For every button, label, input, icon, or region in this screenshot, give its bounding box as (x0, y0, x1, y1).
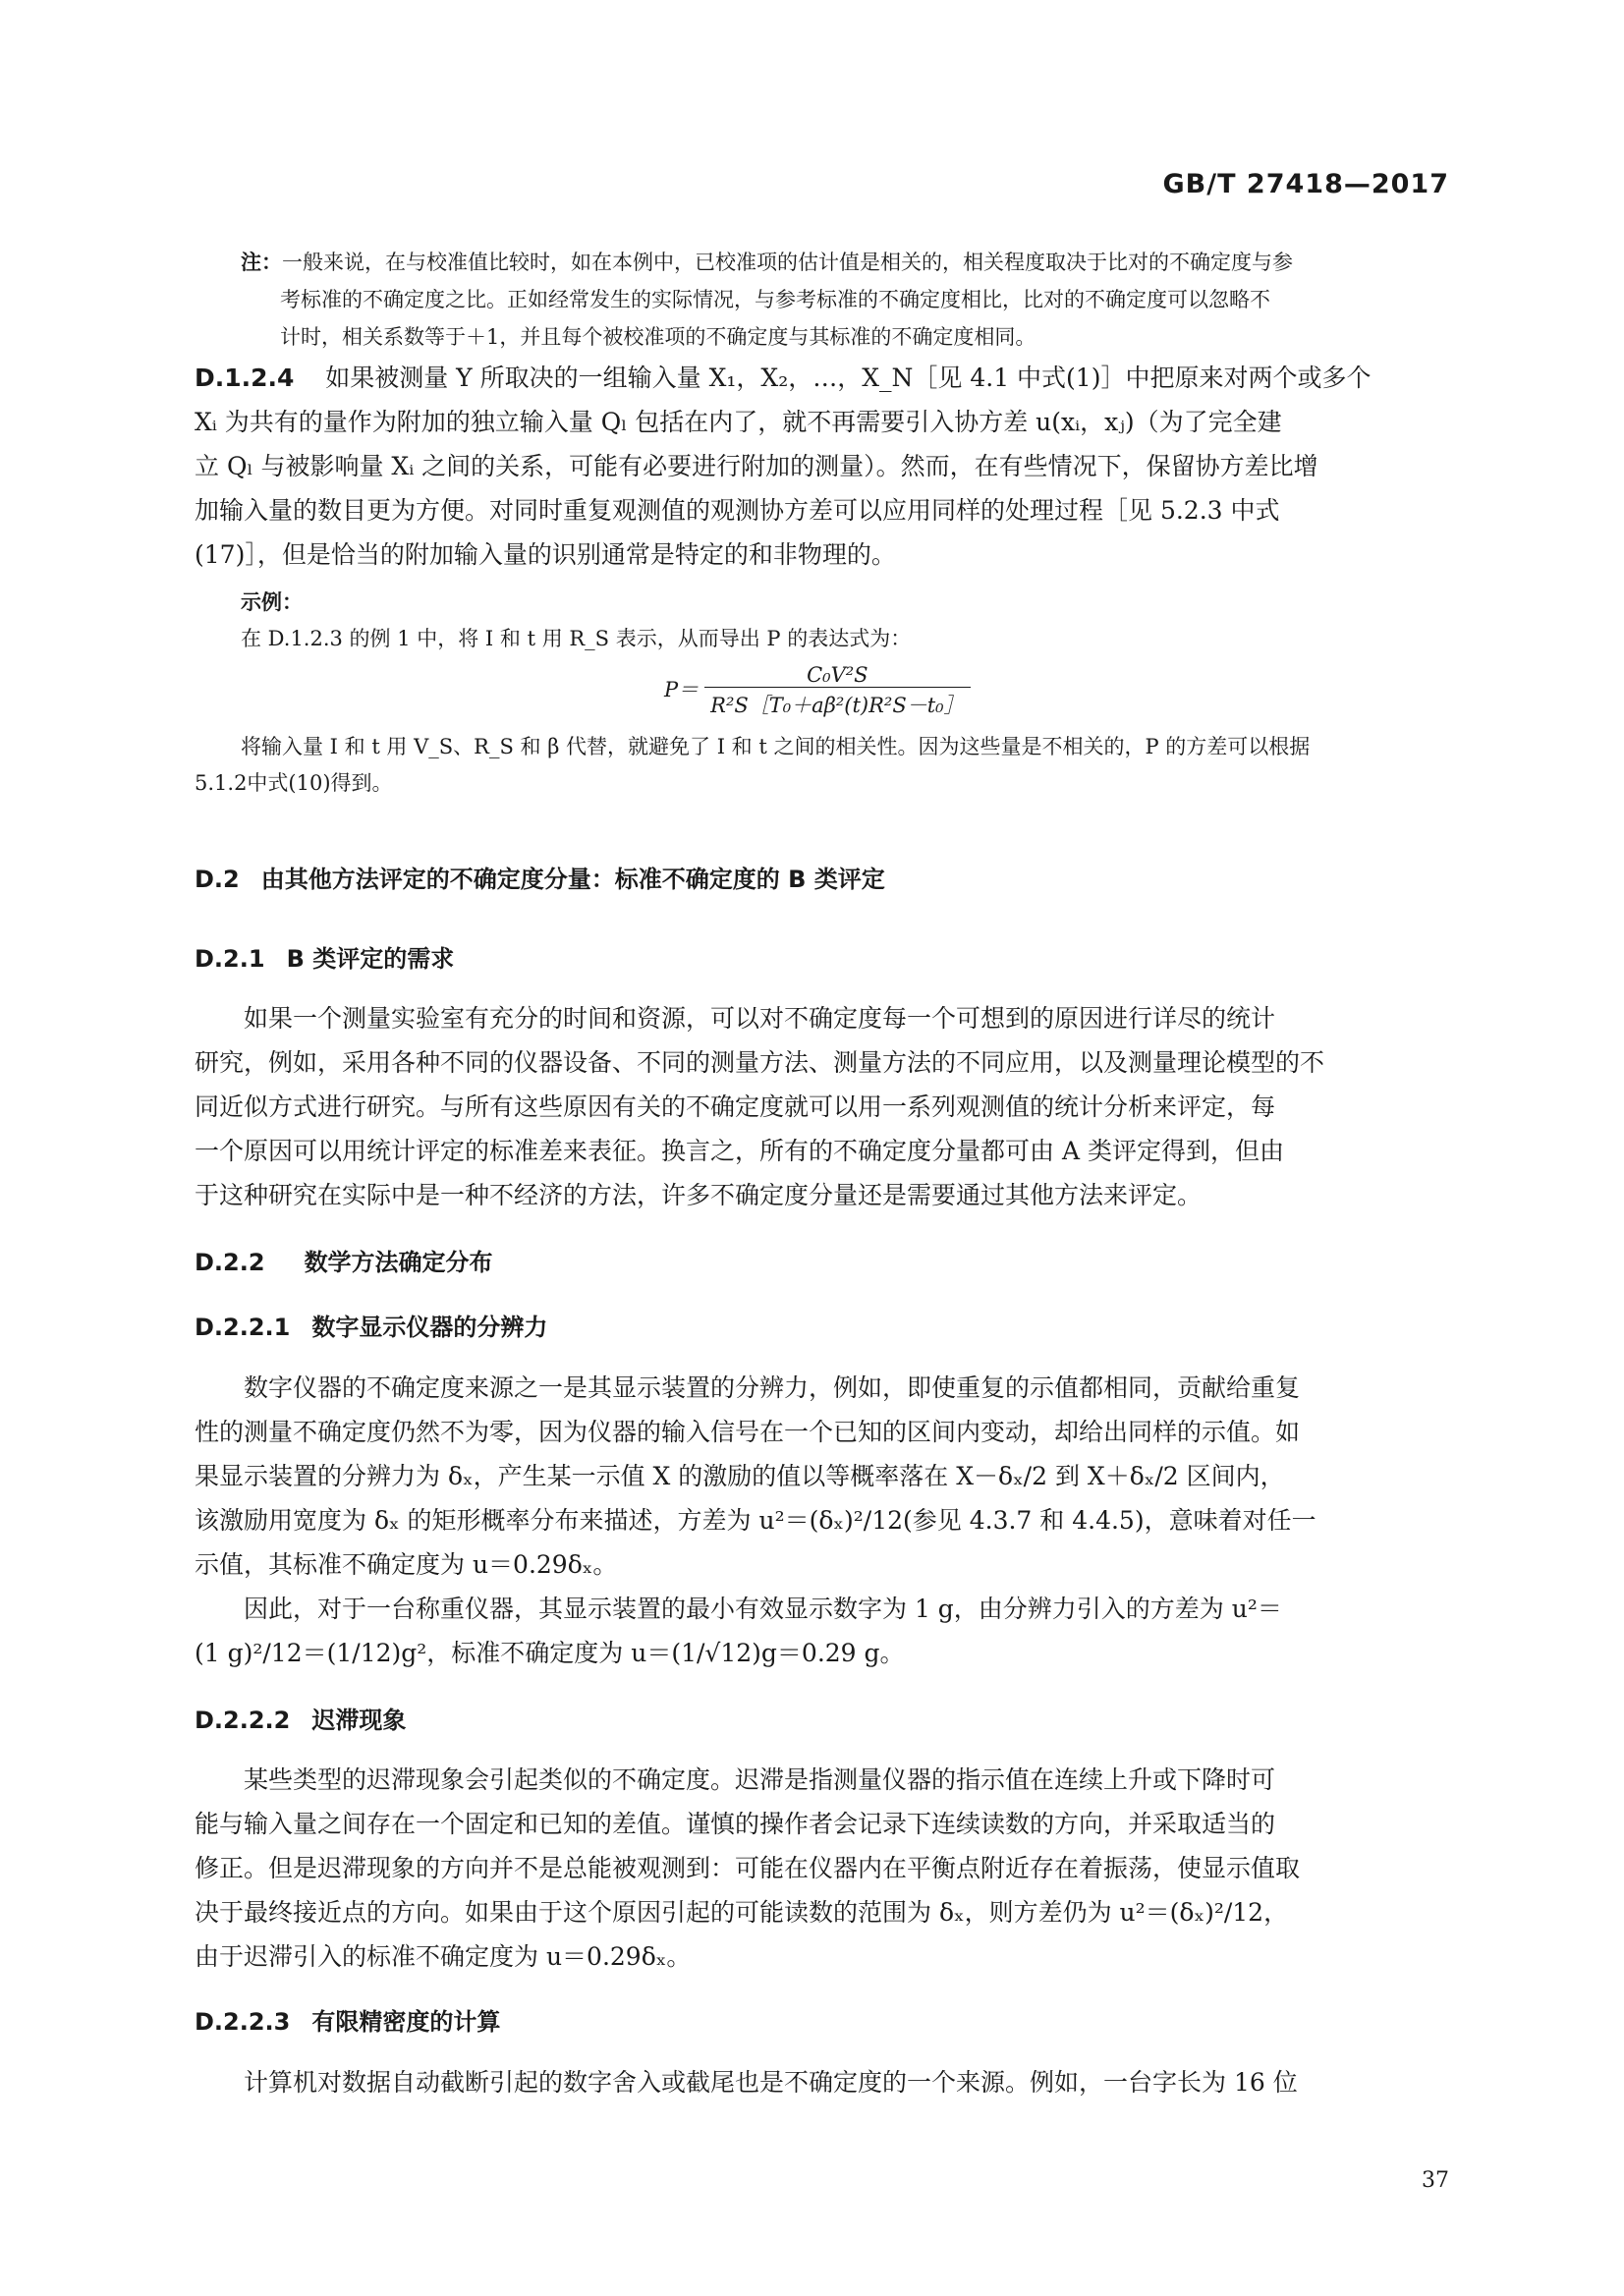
paragraph-d2-2-1b (195, 1587, 1446, 1675)
formula (664, 663, 971, 719)
heading-number: D.2 (195, 866, 240, 893)
heading-d2-1 (195, 939, 454, 974)
example-line-2: 将输入量 I 和 t 用 V_S、R_S 和 β 代替，就避免了 I 和 t 之间的相关性。因为这些量是不相关的，P 的方差可以根据 (241, 735, 1311, 758)
para-line: 于这种研究在实际中是一种不经济的方法，许多不确定度分量还是需要通过其他方法来评定。 (195, 1181, 1203, 1209)
heading-title: B 类评定的需求 (286, 945, 455, 973)
example-line-1: 在 D.1.2.3 的例 1 中，将 I 和 t 用 R_S 表示，从而导出 P 的表达式为： (241, 627, 912, 650)
para-line: 如果一个测量实验室有充分的时间和资源，可以对不确定度每一个可想到的原因进行详尽的统计 (244, 1004, 1276, 1033)
para-line: 加输入量的数目更为方便。对同时重复观测值的观测协方差可以应用同样的处理过程［见 5.2.3 中式 (195, 496, 1280, 525)
note-label: 注： (241, 251, 282, 274)
heading-title: 有限精密度的计算 (311, 2008, 501, 2036)
heading-d2-2-3 (195, 2002, 500, 2037)
note-block (241, 244, 1447, 356)
para-line: 性的测量不确定度仍然不为零，因为仪器的输入信号在一个已知的区间内变动，却给出同样的示值。如 (195, 1418, 1301, 1446)
para-line: D.1.2.4 如果被测量 Y 所取决的一组输入量 X₁，X₂，…，X_N［见 4.1 中式(1)］中把原来对两个或多个 (195, 364, 1372, 392)
heading-d2-2-2 (195, 1701, 406, 1735)
formula-denominator: R²S［T₀＋aβ²(t)R²S－t₀］ (704, 687, 970, 719)
standard-number: GB/T 27418—2017 (1162, 169, 1449, 199)
heading-number: D.2.1 (195, 945, 265, 973)
para-line: 示值，其标准不确定度为 u＝0.29δₓ。 (195, 1550, 618, 1579)
para-line: 因此，对于一台称重仪器，其显示装置的最小有效显示数字为 1 g，由分辨力引入的方差为 u²＝ (244, 1595, 1282, 1623)
example-label: 示例： (241, 590, 303, 614)
para-line: 果显示装置的分辨力为 δₓ，产生某一示值 X 的激励的值以等概率落在 X－δₓ/2 到 X＋δₓ/2 区间内， (195, 1462, 1285, 1490)
example-line-3: 5.1.2中式(10)得到。 (195, 771, 393, 795)
heading-title: 迟滞现象 (311, 1707, 407, 1734)
para-line: 某些类型的迟滞现象会引起类似的不确定度。迟滞是指测量仪器的指示值在连续上升或下降时可 (244, 1765, 1276, 1794)
para-line: 计算机对数据自动截断引起的数字舍入或截尾也是不确定度的一个来源。例如，一台字长为 16 位 (244, 2068, 1298, 2097)
para-line: (17)］，但是恰当的附加输入量的识别通常是特定的和非物理的。 (195, 540, 896, 569)
para-line: Xᵢ 为共有的量作为附加的独立输入量 Qₗ 包括在内了，就不再需要引入协方差 u(xᵢ，xⱼ)（为了完全建 (195, 408, 1282, 436)
formula-lhs: P＝ (664, 678, 700, 701)
para-line: 修正。但是迟滞现象的方向并不是总能被观测到：可能在仪器内在平衡点附近存在着振荡，使显示值取 (195, 1854, 1301, 1882)
note-line-1: 注：一般来说，在与校准值比较时，如在本例中，已校准项的估计值是相关的，相关程度取决于比对的不确定度与参 (241, 251, 1293, 274)
example-block (241, 585, 1447, 657)
para-line: 由于迟滞引入的标准不确定度为 u＝0.29δₓ。 (195, 1942, 692, 1971)
heading-d2 (195, 860, 885, 894)
para-line: (1 g)²/12＝(1/12)g²，标准不确定度为 u＝(1/√12)g＝0.29 g。 (195, 1639, 905, 1667)
note-line-2: 考标准的不确定度之比。正如经常发生的实际情况，与参考标准的不确定度相比，比对的不确定度可以忽略不 (280, 288, 1270, 311)
example-block-2 (195, 729, 1447, 802)
heading-d2-2 (195, 1243, 493, 1277)
heading-title: 数学方法确定分布 (304, 1249, 493, 1276)
paragraph-d2-2-3 (195, 2060, 1446, 2104)
heading-d2-2-1 (195, 1308, 547, 1342)
heading-number: D.2.2.2 (195, 1707, 291, 1734)
heading-title: 由其他方法评定的不确定度分量：标准不确定度的 B 类评定 (260, 866, 885, 893)
paragraph-d2-2-2 (195, 1758, 1446, 1979)
para-line: 立 Qₗ 与被影响量 Xᵢ 之间的关系，可能有必要进行附加的测量）。然而，在有些情况下，保留协方差比增 (195, 452, 1318, 480)
para-line: 一个原因可以用统计评定的标准差来表征。换言之，所有的不确定度分量都可由 A 类评定得到，但由 (195, 1137, 1284, 1165)
heading-number: D.2.2.3 (195, 2008, 291, 2036)
clause-number: D.1.2.4 (195, 364, 295, 392)
paragraph-d1-2-4 (195, 356, 1446, 577)
page-number: 37 (1422, 2168, 1449, 2193)
formula-numerator: C₀V²S (807, 663, 868, 687)
paragraph-d2-1 (195, 996, 1446, 1217)
paragraph-d2-2-1a (195, 1366, 1446, 1587)
heading-title: 数字显示仪器的分辨力 (311, 1314, 548, 1341)
para-line: 决于最终接近点的方向。如果由于这个原因引起的可能读数的范围为 δₓ，则方差仍为 u²＝(δₓ)²/12， (195, 1898, 1289, 1927)
para-line: 研究，例如，采用各种不同的仪器设备、不同的测量方法、测量方法的不同应用，以及测量理论模型的不 (195, 1048, 1325, 1077)
para-line: 该激励用宽度为 δₓ 的矩形概率分布来描述，方差为 u²＝(δₓ)²/12(参见 4.3.7 和 4.4.5)，意味着对任一 (195, 1506, 1316, 1535)
para-line: 同近似方式进行研究。与所有这些原因有关的不确定度就可以用一系列观测值的统计分析来评定，每 (195, 1092, 1276, 1121)
note-line-3: 计时，相关系数等于＋1，并且每个被校准项的不确定度与其标准的不确定度相同。 (280, 325, 1036, 349)
para-line: 能与输入量之间存在一个固定和已知的差值。谨慎的操作者会记录下连续读数的方向，并采取适当的 (195, 1810, 1276, 1838)
formula-fraction (704, 663, 970, 719)
heading-number: D.2.2.1 (195, 1314, 291, 1341)
para-line: 数字仪器的不确定度来源之一是其显示装置的分辨力，例如，即使重复的示值都相同，贡献给重复 (244, 1373, 1301, 1402)
heading-number: D.2.2 (195, 1249, 265, 1276)
